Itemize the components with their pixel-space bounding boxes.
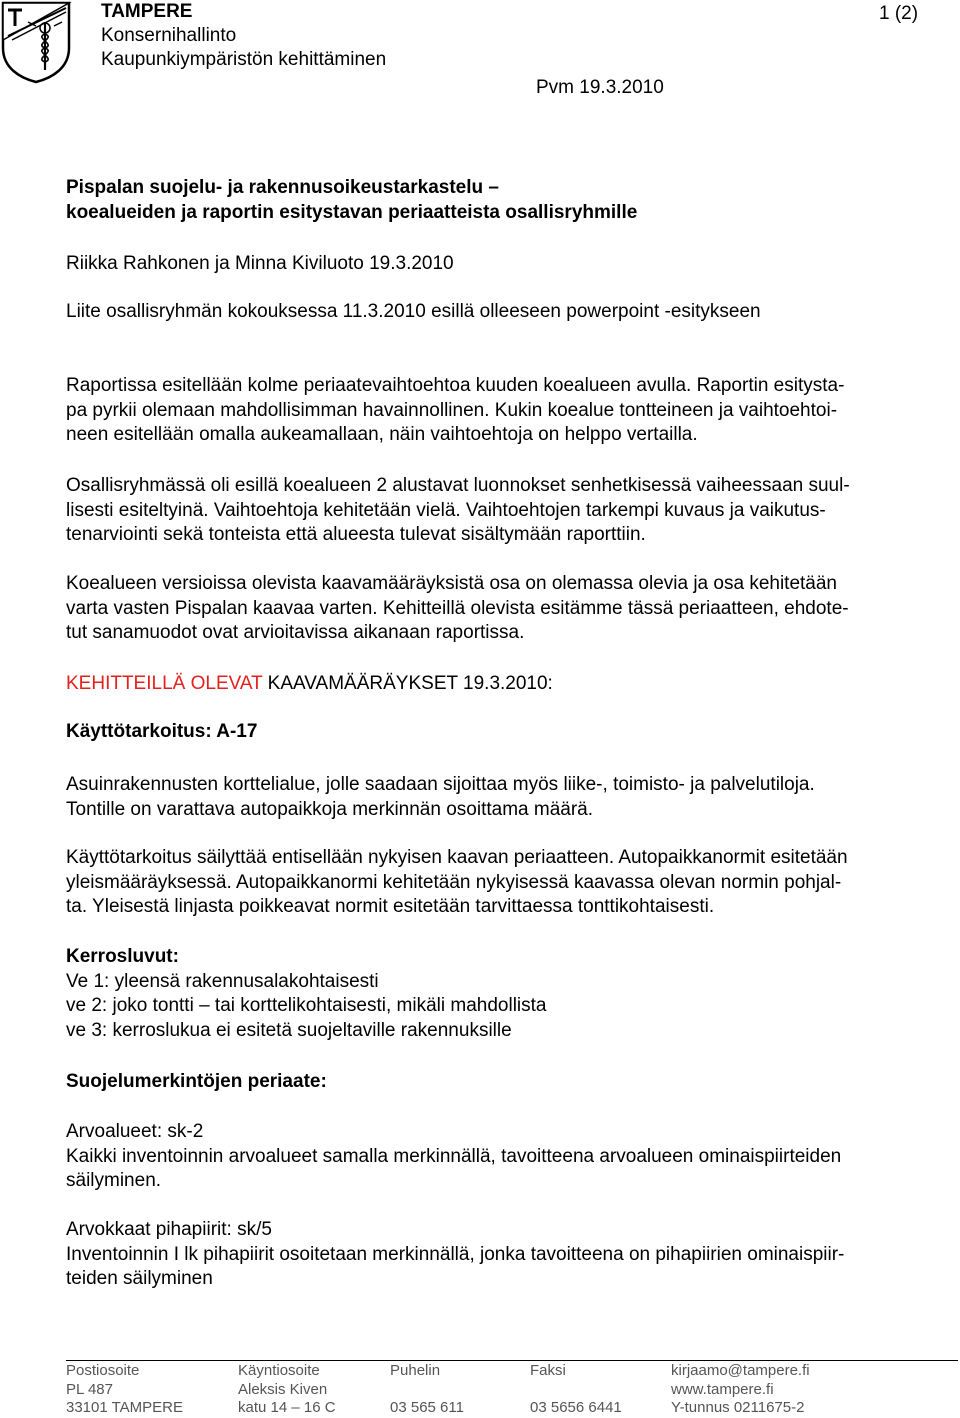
attachment-note: Liite osallisryhmän kokouksessa 11.3.2010 esillä olleeseen powerpoint -esitykseen bbox=[66, 301, 761, 322]
text-line: tenarviointi sekä tonteista että alueesta tulevat sisältymään raporttiin. bbox=[66, 524, 646, 545]
department: Konsernihallinto bbox=[101, 25, 237, 46]
footer-label: Faksi bbox=[530, 1362, 566, 1379]
text-line: Kaikki inventoinnin arvoalueet samalla merkinnällä, tavoitteena arvoalueen ominaispiirteiden bbox=[66, 1145, 842, 1167]
list-item: ve 3: kerroslukua ei esitetä suojeltaville rakennuksille bbox=[66, 1019, 512, 1041]
paragraph-intro bbox=[66, 374, 954, 448]
paragraph-kaavamaaraykset bbox=[66, 572, 954, 646]
section-heading-red: KEHITTEILLÄ OLEVAT bbox=[66, 673, 263, 694]
text-line: pa pyrkii olemaan mahdollisimman havainnollinen. Kukin koealue tontteineen ja vaihtoehtoi- bbox=[66, 399, 838, 421]
title-line-2: koealueiden ja raportin esitystavan periaatteista osallisryhmille bbox=[66, 201, 638, 223]
text-line: Asuinrakennusten korttelialue, jolle saadaan sijoittaa myös liike-, toimisto- ja palvelutiloja. bbox=[66, 774, 815, 795]
footer-value bbox=[530, 1381, 622, 1400]
text-line: Käyttötarkoitus säilyttää entisellään nykyisen kaavan periaatteen. Autopaikkanormit esitetään bbox=[66, 847, 848, 868]
kerrosluvut-heading: Kerrosluvut: bbox=[66, 946, 179, 967]
list-item: ve 2: joko tontti – tai korttelikohtaisesti, mikäli mahdollista bbox=[66, 995, 547, 1016]
kerrosluvut-section bbox=[66, 945, 954, 1043]
footer-value: 03 565 611 bbox=[390, 1399, 464, 1416]
text-line: Tontille on varattava autopaikkoja merkinnän osoittama määrä. bbox=[66, 798, 594, 820]
text-line: neen esitellään omalla aukeamallaan, näin vaihtoehtoja on helppo vertailla. bbox=[66, 424, 698, 445]
text-line: tut sanamuodot ovat arvioitavissa aikanaan raportissa. bbox=[66, 622, 525, 643]
footer-phone bbox=[390, 1362, 464, 1418]
tampere-coat-of-arms-logo bbox=[0, 0, 72, 84]
footer-value: Aleksis Kiven bbox=[238, 1380, 328, 1398]
footer-website-link[interactable]: www.tampere.fi bbox=[671, 1380, 774, 1398]
unit: Kaupunkiympäristön kehittäminen bbox=[101, 49, 387, 70]
paragraph-a17 bbox=[66, 773, 954, 822]
footer-value bbox=[390, 1381, 464, 1400]
text-line: teiden säilyminen bbox=[66, 1268, 213, 1289]
footer-postal-address bbox=[66, 1362, 183, 1418]
authors: Riikka Rahkonen ja Minna Kiviluoto 19.3.2010 bbox=[66, 253, 454, 274]
text-line: lisesti esiteltyinä. Vaihtoehtoja kehitetään vielä. Vaihtoehtojen tarkempi kuvaus ja vaikutus- bbox=[66, 499, 826, 521]
footer-label: Käyntiosoite bbox=[238, 1362, 320, 1379]
text-line: Raportissa esitellään kolme periaatevaihtoehtoa kuuden koealueen avulla. Raportin esitysta- bbox=[66, 375, 845, 396]
footer-label: Puhelin bbox=[390, 1362, 441, 1379]
paragraph-osallisryhma bbox=[66, 474, 954, 548]
suojelu-heading: Suojelumerkintöjen periaate: bbox=[66, 1071, 327, 1092]
footer-label: Postiosoite bbox=[66, 1362, 140, 1379]
section-heading-black: KAAVAMÄÄRÄYKSET 19.3.2010: bbox=[262, 673, 553, 694]
text-line: varta vasten Pispalan kaavaa varten. Kehitteillä olevista esitämme tässä periaatteen, ehdote- bbox=[66, 597, 849, 619]
document-title bbox=[66, 176, 954, 225]
footer-fax bbox=[530, 1362, 622, 1418]
footer-value: 03 5656 6441 bbox=[530, 1399, 622, 1416]
text-line: Arvoalueet: sk-2 bbox=[66, 1121, 204, 1142]
text-line: Koealueen versioissa olevista kaavamääräyksistä osa on olemassa olevia ja osa kehitetään bbox=[66, 573, 837, 594]
org-name: TAMPERE bbox=[101, 1, 193, 22]
text-line: säilyminen. bbox=[66, 1170, 162, 1191]
footer-email-link[interactable]: kirjaamo@tampere.fi bbox=[671, 1362, 810, 1379]
footer-value: PL 487 bbox=[66, 1380, 113, 1398]
text-line: Osallisryhmässä oli esillä koealueen 2 alustavat luonnokset senhetkisessä vaiheessaan suul- bbox=[66, 475, 850, 496]
section-heading bbox=[66, 672, 954, 697]
footer bbox=[0, 1360, 960, 1416]
footer-value: katu 14 – 16 C bbox=[238, 1399, 336, 1416]
footer-visiting-address bbox=[238, 1362, 336, 1418]
text-line: Inventoinnin I lk pihapiirit osoitetaan merkinnällä, jonka tavoitteena on pihapiirien ominaispiir- bbox=[66, 1243, 845, 1265]
document-date: Pvm 19.3.2010 bbox=[536, 77, 664, 98]
title-line-1: Pispalan suojelu- ja rakennusoikeustarkastelu – bbox=[66, 177, 499, 198]
text-line: ta. Yleisestä linjasta poikkeavat normit esitetään tarvittaessa tonttikohtaisesti. bbox=[66, 896, 715, 917]
footer-value: 33101 TAMPERE bbox=[66, 1399, 184, 1416]
paragraph-autopaikat bbox=[66, 846, 954, 920]
kayttotarkoitus-heading: Käyttötarkoitus: A-17 bbox=[66, 721, 258, 742]
text-line: yleismääräyksessä. Autopaikkanormi kehitetään nykyisessä kaavassa olevan normin pohjal- bbox=[66, 871, 842, 893]
arvoalueet-section bbox=[66, 1120, 954, 1194]
page-number: 1 (2) bbox=[879, 3, 919, 24]
list-item: Ve 1: yleensä rakennusalakohtaisesti bbox=[66, 970, 379, 992]
footer-contact bbox=[671, 1362, 810, 1418]
text-line: Arvokkaat pihapiirit: sk/5 bbox=[66, 1219, 272, 1240]
pihapiirit-section bbox=[66, 1218, 954, 1292]
footer-business-id: Y-tunnus 0211675-2 bbox=[671, 1399, 805, 1416]
